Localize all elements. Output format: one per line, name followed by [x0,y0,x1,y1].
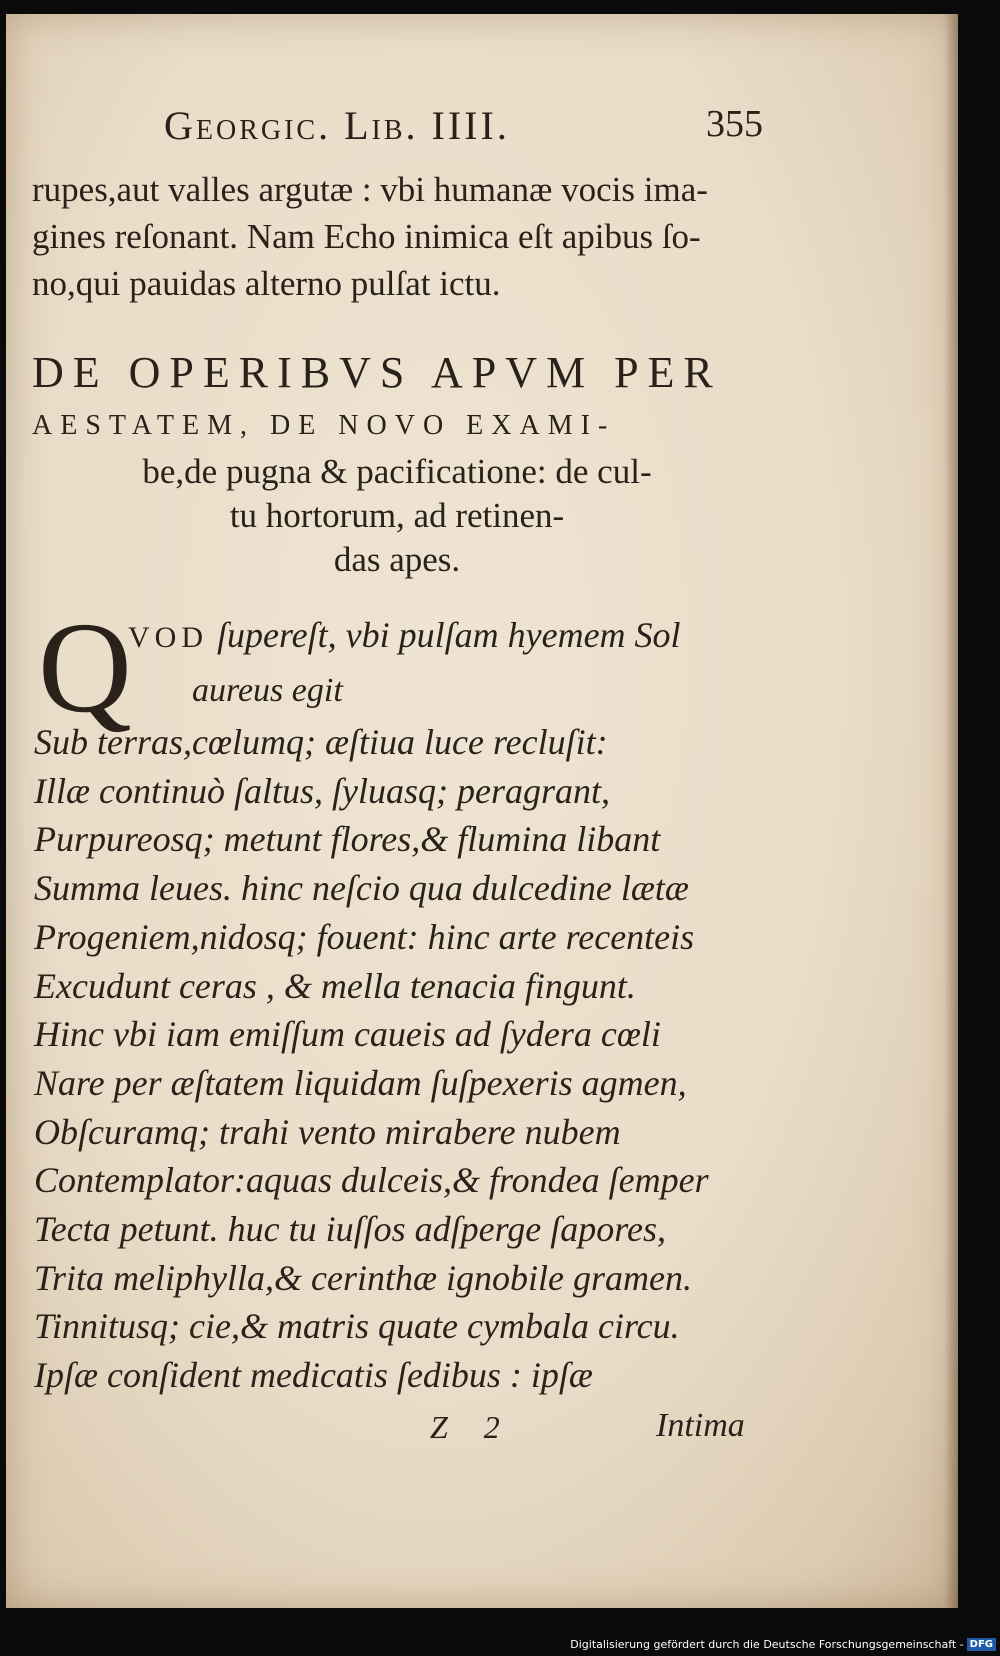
prose-line: gines reſonant. Nam Echo inimica eſt apibus ſo- [32,217,701,256]
prose-line: rupes,aut valles argutæ : vbi humanæ vocis ima- [32,170,708,209]
verse-line: Tinnitusq; cie,& matris quate cymbala circu. [34,1306,680,1347]
verse-first-line [128,614,681,656]
section-heading [32,344,762,582]
verse-line: Hinc vbi iam emiſſum caueis ad ſydera cœli [34,1014,661,1055]
decorated-initial: Q [38,596,132,740]
verse-body [34,718,794,1400]
section-heading-line: DE OPERIBVS APVM PER [32,348,722,397]
prose-paragraph [32,166,782,307]
section-heading-line: tu hortorum, ad retinen- [229,496,565,535]
verse-line: Tecta petunt. huc tu iuſſos adſperge ſapores, [34,1209,666,1250]
digitization-note: Digitalisierung gefördert durch die Deutsche Forschungsgemeinschaft - [570,1637,964,1651]
verse-line: Obſcuramq; trahi vento mirabere nubem [34,1111,621,1152]
page-edge-shadow [944,14,958,1608]
signature-mark: Z 2 [430,1409,500,1445]
running-head: Georgic. Lib. IIII. [164,103,510,148]
verse-second-line: aureus egit [192,672,343,709]
verse-line: Contemplator:aquas dulceis,& frondea ſemper [34,1160,709,1201]
verse-line: Illæ continuò ſaltus, ſyluasq; peragrant, [34,770,610,811]
verse-line: Progeniem,nidosq; fouent: hinc arte recenteis [34,916,695,957]
verse-line: Purpureosq; metunt flores,& flumina libant [34,819,661,860]
page-number: 355 [706,103,763,145]
book-page [6,14,958,1608]
verse-line: Nare per æſtatem liquidam ſuſpexeris agmen, [34,1062,687,1103]
section-heading-line: AESTATEM, DE NOVO EXAMI- [32,410,616,441]
verse-line: Trita meliphylla,& cerinthæ ignobile gramen. [34,1257,692,1298]
verse-first-rest: ſupereſt, vbi pulſam hyemem Sol [217,615,681,655]
verse-line: Summa leues. hinc neſcio qua dulcedine lætæ [34,868,689,909]
verse-line: Ipſæ conſident medicatis ſedibus : ipſæ [34,1355,593,1396]
verse-line: Sub terras,cœlumq; æſtiua luce recluſit: [34,722,608,762]
verse-line: Excudunt ceras , & mella tenacia fingunt. [34,965,636,1006]
prose-line: no,qui pauidas alterno pulſat ictu. [32,264,501,303]
dfg-logo: DFG [967,1638,996,1651]
digitization-footer [570,1634,996,1654]
verse-first-caps: VOD [128,621,208,654]
section-heading-line: das apes. [333,540,461,579]
section-heading-line: be,de pugna & pacificatione: de cul- [142,452,652,491]
catchword: Intima [656,1407,745,1444]
